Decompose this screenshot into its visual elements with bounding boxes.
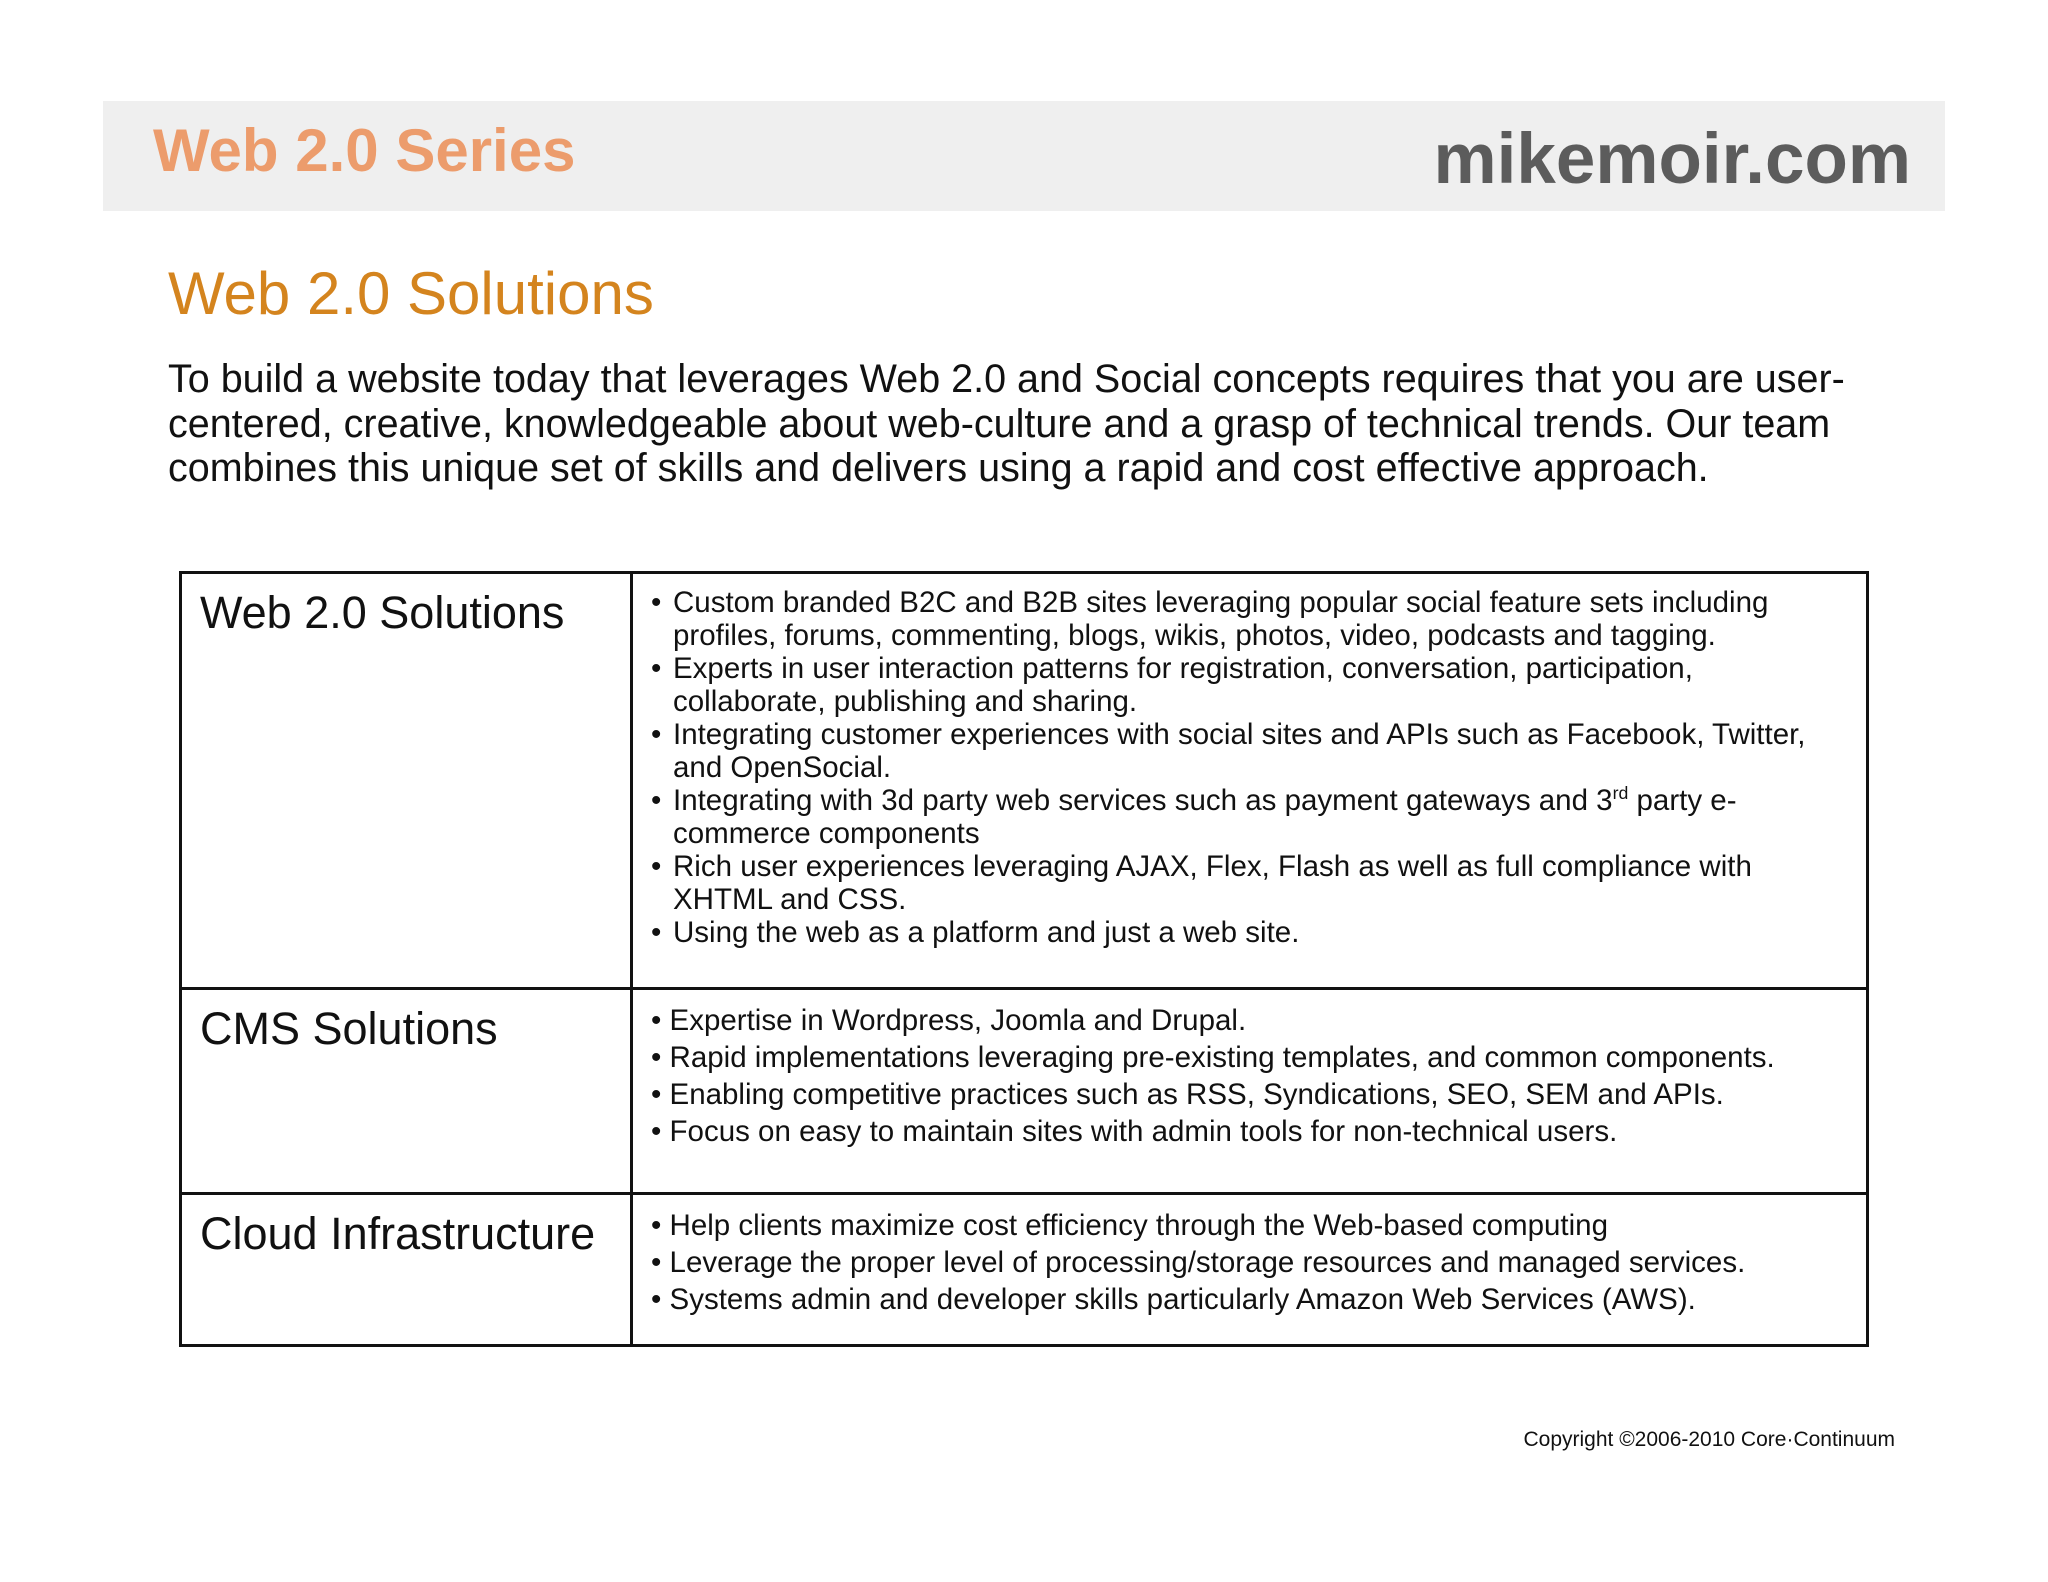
- list-item: [651, 586, 1846, 652]
- header-band: [103, 101, 1945, 211]
- list-item-text: Rapid implementations leveraging pre-existing templates, and common components.: [669, 1041, 1775, 1074]
- service-name: CMS Solutions: [182, 990, 633, 1192]
- service-row-cloud: [182, 1192, 1866, 1344]
- bullet-icon: •: [651, 1004, 662, 1037]
- list-item: [651, 1039, 1846, 1076]
- list-item-text: Help clients maximize cost efficiency through the Web-based computing: [669, 1209, 1608, 1242]
- list-item-text: Using the web as a platform and just a web site.: [673, 916, 1300, 949]
- bullet-icon: •: [651, 652, 662, 685]
- service-items-list: [633, 990, 1866, 1192]
- service-name: Cloud Infrastructure: [182, 1195, 633, 1344]
- list-item-text: Focus on easy to maintain sites with admin tools for non-technical users.: [669, 1115, 1618, 1148]
- list-item-text: Systems admin and developer skills particularly Amazon Web Services (AWS).: [669, 1283, 1696, 1316]
- list-item: [651, 652, 1846, 718]
- list-item: [651, 916, 1846, 949]
- list-item-text: Integrating customer experiences with social sites and APIs such as Facebook, Twitter, and OpenSocial.: [673, 718, 1806, 784]
- site-name: mikemoir.com: [1433, 120, 1911, 199]
- services-table: [179, 571, 1869, 1347]
- service-row-cms: [182, 987, 1866, 1192]
- bullet-icon: •: [651, 1115, 662, 1148]
- list-item: [651, 850, 1846, 916]
- list-item: [651, 1113, 1846, 1150]
- bullet-icon: •: [651, 1078, 662, 1111]
- bullet-icon: •: [651, 1209, 662, 1242]
- intro-paragraph: To build a website today that leverages Web 2.0 and Social concepts requires that you are user-centered, creative, knowledgeable about web-culture and a grasp of technical trends. Our team combines this unique set of skills and delivers using a rapid and cost effective approach.: [168, 357, 1845, 490]
- bullet-icon: •: [651, 916, 662, 949]
- bullet-icon: •: [651, 784, 662, 817]
- bullet-icon: •: [651, 1283, 662, 1316]
- list-item-text: Custom branded B2C and B2B sites leveraging popular social feature sets including profiles, forums, commenting, blogs, wikis, photos, video, podcasts and tagging.: [673, 586, 1769, 652]
- bullet-icon: •: [651, 1041, 662, 1074]
- list-item-text: Expertise in Wordpress, Joomla and Drupal.: [669, 1004, 1247, 1037]
- ordinal-suffix: rd: [1612, 783, 1629, 804]
- series-title: Web 2.0 Series: [153, 117, 576, 184]
- list-item: [651, 1002, 1846, 1039]
- list-item-text-start: Integrating with 3d party web services such as payment gateways and 3: [673, 784, 1613, 817]
- service-row-web-2-0: [182, 574, 1866, 987]
- service-items-list: [633, 1195, 1866, 1344]
- copyright-text: Copyright ©2006-2010 Core·Continuum: [1523, 1428, 1895, 1451]
- list-item: [651, 718, 1846, 784]
- list-item: [651, 1076, 1846, 1113]
- list-item: [651, 1281, 1846, 1318]
- list-item-text-end: party e-commerce components: [673, 784, 1737, 850]
- page-title: Web 2.0 Solutions: [168, 260, 654, 327]
- list-item: [651, 1244, 1846, 1281]
- service-items-list: [633, 574, 1866, 987]
- bullet-icon: •: [651, 718, 662, 751]
- list-item: [651, 1207, 1846, 1244]
- list-item-text: Enabling competitive practices such as RSS, Syndications, SEO, SEM and APIs.: [669, 1078, 1724, 1111]
- list-item-text: Rich user experiences leveraging AJAX, Flex, Flash as well as full compliance with XHTML and CSS.: [673, 850, 1752, 916]
- list-item-text: Leverage the proper level of processing/storage resources and managed services.: [669, 1246, 1746, 1279]
- bullet-icon: •: [651, 1246, 662, 1279]
- list-item: [651, 784, 1846, 850]
- service-name: Web 2.0 Solutions: [182, 574, 633, 987]
- bullet-icon: •: [651, 850, 662, 883]
- list-item-text: Experts in user interaction patterns for registration, conversation, participation, collaborate, publishing and sharing.: [673, 652, 1693, 718]
- bullet-icon: •: [651, 586, 662, 619]
